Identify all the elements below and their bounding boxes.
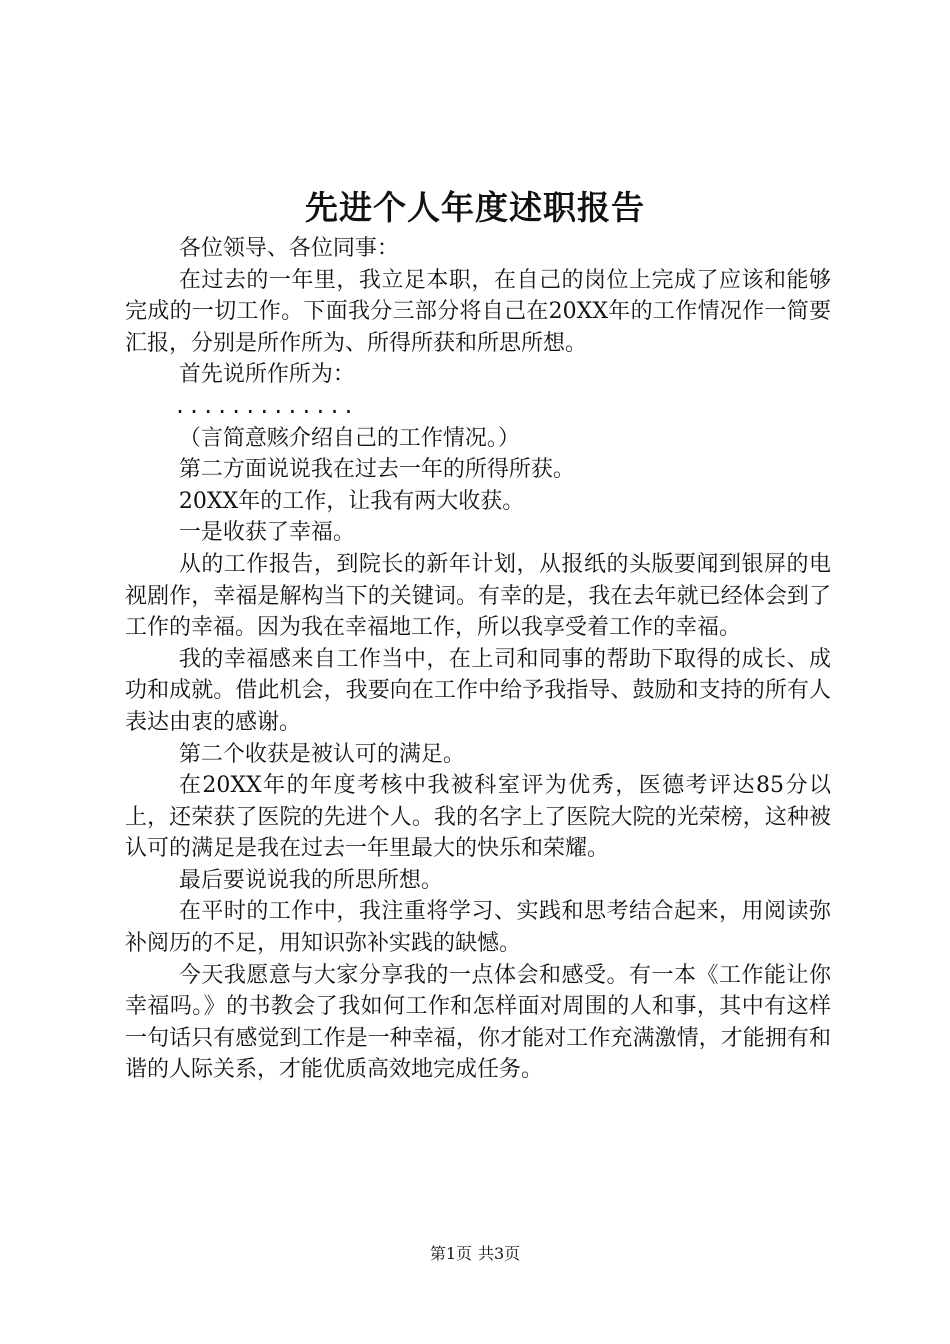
paragraph-intro: 在过去的一年里，我立足本职，在自己的岗位上完成了应该和能够完成的一切工作。下面我分三部分将自己在20XX年的工作情况作一简要汇报，分别是所作所为、所得所获和所思所想。 [125, 267, 831, 356]
page-footer [0, 1243, 950, 1265]
document-title: 先进个人年度述职报告 [305, 188, 645, 227]
paragraph-section-two-heading: 第二方面说说我在过去一年的所得所获。 [178, 457, 575, 483]
paragraph-gain-one: 一是收获了幸福。 [178, 520, 355, 546]
page-total: 共3页 [478, 1244, 521, 1263]
paragraph-study-practice: 在平时的工作中，我注重将学习、实践和思考结合起来，用阅读弥补阅历的不足，用知识弥补实践的缺憾。 [125, 899, 831, 957]
paragraph-salutation: 各位领导、各位同事： [178, 236, 399, 261]
paragraph-gratitude: 我的幸福感来自工作当中，在上司和同事的帮助下取得的成长、成功和成就。借此机会，我要向在工作中给予我指导、鼓励和支持的所有人表达由衷的感谢。 [125, 646, 831, 735]
paragraph-ellipsis: ............. [174, 393, 357, 418]
document-body [125, 233, 831, 1086]
paragraph-section-three-heading: 最后要说说我的所思所想。 [178, 867, 443, 893]
paragraph-note: （言简意赅介绍自己的工作情况。） [178, 425, 520, 451]
paragraph-happiness: 从的工作报告，到院长的新年计划，从报纸的头版要闻到银屏的电视剧作，幸福是解构当下的关键词。有幸的是，我在去年就已经体会到了工作的幸福。因为我在幸福地工作，所以我享受着工作的幸福。 [125, 551, 831, 641]
paragraph-gain-two: 第二个收获是被认可的满足。 [178, 741, 465, 767]
paragraph-section-one-heading: 首先说所作所为： [178, 362, 355, 388]
paragraph-recognition: 在20XX年的年度考核中我被科室评为优秀，医德考评达85分以上，还荣获了医院的先进个人。我的名字上了医院大院的光荣榜，这种被认可的满足是我在过去一年里最大的快乐和荣耀。 [125, 773, 831, 862]
paragraph-sharing: 今天我愿意与大家分享我的一点体会和感受。有一本《工作能让你幸福吗。》的书教会了我如何工作和怎样面对周围的人和事，其中有这样一句话只有感觉到工作是一种幸福，你才能对工作充满激情，才能拥有和谐的人际关系，才能优质高效地完成任务。 [125, 962, 831, 1083]
page-number: 第1页 [429, 1244, 472, 1263]
paragraph-two-gains: 20XX年的工作，让我有两大收获。 [178, 488, 525, 514]
